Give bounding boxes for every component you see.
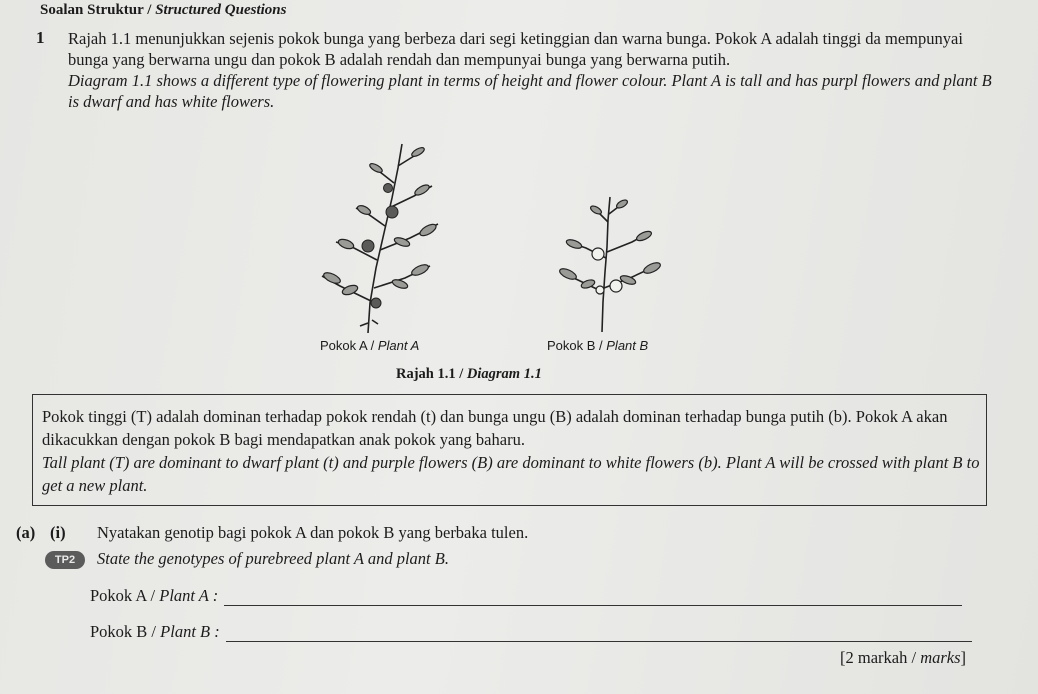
diagram-title: [396, 366, 542, 383]
section-title-ms: Soalan Struktur /: [40, 2, 152, 18]
question-text-en: Diagram 1.1 shows a different type of flowering plant in terms of height and flower colour. Plant A is tall and has purpl flowers and plant B is dwarf and has white flowers.: [68, 71, 992, 111]
section-title: [40, 2, 286, 19]
answer-label-plant-b: [90, 622, 220, 642]
caption-plant-b: [547, 338, 648, 353]
part-a-label: (a): [16, 523, 36, 542]
marks-label: [840, 648, 966, 668]
marks-ms: [2 markah /: [840, 648, 917, 667]
part-a-question-ms: Nyatakan genotip bagi pokok A dan pokok B yang berbaka tulen.: [97, 523, 529, 542]
diagram-title-ms: Rajah 1.1 /: [396, 366, 464, 382]
tp-level-badge: TP2: [45, 551, 85, 569]
info-text-en: Tall plant (T) are dominant to dwarf plant (t) and purple flowers (B) are dominant to white flowers (b). Plant A will be crossed with plant B to get a new plant.: [42, 453, 980, 495]
caption-plant-b-en: Plant B: [606, 338, 649, 353]
answer-label-plant-b-en: Plant B :: [160, 622, 220, 641]
answer-row-plant-b: [90, 622, 972, 642]
answer-label-plant-b-ms: Pokok B /: [90, 622, 157, 641]
diagram-figure: [300, 130, 720, 390]
marks-en: marks: [920, 648, 961, 667]
question-text: [68, 28, 998, 112]
diagram-title-en: Diagram 1.1: [466, 366, 542, 382]
answer-row-plant-a: [90, 586, 962, 606]
info-box: [32, 394, 987, 506]
info-text-ms: Pokok tinggi (T) adalah dominan terhadap pokok rendah (t) dan bunga ungu (B) adalah dominan terhadap bunga putih (b). Pokok A akan dikacukkan dengan pokok B bagi mendapatkan anak pokok yang baharu.: [42, 407, 948, 449]
answer-line-plant-b[interactable]: [226, 623, 972, 642]
question-number: 1: [36, 28, 45, 47]
caption-plant-a: [320, 338, 419, 353]
part-a-sub-label: (i): [50, 523, 66, 542]
part-a-question-en: State the genotypes of purebreed plant A and plant B.: [97, 549, 449, 568]
answer-label-plant-a-en: Plant A :: [159, 586, 219, 605]
section-title-en: Structured Questions: [155, 2, 287, 18]
caption-plant-a-ms: Pokok A /: [320, 338, 375, 353]
answer-label-plant-a: [90, 586, 218, 606]
caption-plant-b-ms: Pokok B /: [547, 338, 603, 353]
plant-b-drawing: [550, 192, 670, 337]
caption-plant-a-en: Plant A: [377, 338, 420, 353]
answer-label-plant-a-ms: Pokok A /: [90, 586, 156, 605]
marks-close: ]: [960, 648, 967, 667]
plant-a-drawing: [310, 138, 460, 338]
question-text-ms: Rajah 1.1 menunjukkan sejenis pokok bunga yang berbeza dari segi ketinggian dan warna bunga. Pokok A adalah tinggi da mempunyai bunga yang berwarna ungu dan pokok B adalah rendah dan mempunyai bunga yang berwarna putih.: [68, 29, 963, 69]
answer-line-plant-a[interactable]: [224, 587, 962, 606]
